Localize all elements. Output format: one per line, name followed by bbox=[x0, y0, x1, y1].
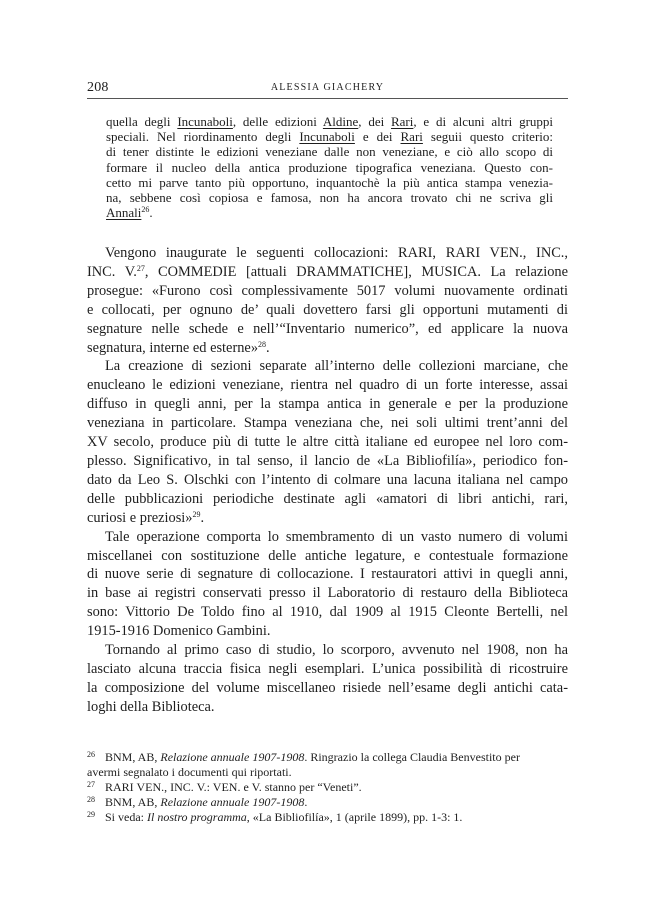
paragraph: Tornando al primo caso di studio, lo scorporo, avvenuto nel 1908, non ha lasciato alcuna traccia fisica negli esemplari. L’unica possibilità di ricostruire la composizione del volume miscellaneo risiede nell’esame degli antichi cata- loghi della Biblioteca. bbox=[87, 642, 568, 715]
underlined-term: Rari bbox=[390, 114, 414, 129]
quote-line: formare il nucleo della antica produzione tipografica veneziana. Questo con- bbox=[106, 159, 553, 175]
footnote: 26 BNM, AB, Relazione annuale 1907-1908. Ringrazio la collega Claudia Benvestito per bbox=[87, 750, 520, 764]
underlined-term: Incunaboli bbox=[177, 114, 233, 129]
quote-line: quella degli Incunaboli, delle edizioni Aldine, dei Rari, e di alcuni altri gruppi bbox=[106, 114, 554, 129]
quote-line: di tener distinte le edizioni veneziane dalle non veneziane, e ciò allo scopo di bbox=[106, 144, 553, 160]
footnote-ref[interactable]: 29 bbox=[192, 509, 201, 519]
body-text bbox=[87, 244, 568, 717]
quote-line: cetto mi parve tanto più opportuno, inquantochè la più antica stampa venezia- bbox=[106, 174, 553, 190]
page-number: 208 bbox=[87, 80, 109, 95]
footnote: 28 BNM, AB, Relazione annuale 1907-1908. bbox=[87, 795, 308, 809]
footnote-ref[interactable]: 27 bbox=[136, 263, 145, 273]
footnotes bbox=[87, 750, 568, 825]
underlined-term: Aldine bbox=[322, 114, 359, 129]
quote-line: speciali. Nel riordinamento degli Incunaboli e dei Rari seguii questo criterio: bbox=[106, 129, 553, 145]
paragraph: Tale operazione comporta lo smembramento di un vasto numero di volumi miscellanei con sostituzione delle antiche legature, e contestuale formazione di nuove serie di segnature di collocazione. I restauratori attivi in quegli anni, in base ai registri conservati presso il Laboratorio di restauro della Biblioteca sono: Vittorio De Toldo fino al 1910, dal 1909 al 1915 Cleonte Bertelli, nel 1915-1916 Domenico Gambini. bbox=[87, 528, 568, 640]
footnote-ref[interactable]: 28 bbox=[258, 339, 267, 349]
footnote: 29 Si veda: Il nostro programma, «La Bibliofilía», 1 (aprile 1899), pp. 1-3: 1. bbox=[87, 810, 463, 824]
footnote: 27 RARI VEN., INC. V.: VEN. e V. stanno per “Veneti”. bbox=[87, 780, 362, 794]
paragraph: La creazione di sezioni separate all’interno delle collezioni marciane, che enucleano le edizioni veneziane, rientra nel quadro di un forte interesse, assai diffuso in quegli anni, per la stampa antica in generale e per la produzione veneziana in particolare. Stampa veneziana che, nei soli ultimi trent’anni del XV secolo, produce più di tutte le altre città italiane ed europee nel loro com- plesso. Significativo, in tal senso, il lancio de «La Bibliofilía», periodico fon- dato da Leo S. Olschki con l’intento di colmare una lacuna italiana nel campo delle pubblicazioni periodiche destinate agli «amatori di libri antichi, rari, curiosi e preziosi»$^{29}$. bbox=[87, 358, 568, 526]
quote-line: na, sebbene così copiosa e famosa, non ha ancora trovato chi ne scriva gli bbox=[106, 190, 553, 206]
underlined-term: Annali bbox=[106, 205, 142, 221]
footnote-ref[interactable]: 26 bbox=[141, 205, 150, 215]
underlined-term: Rari bbox=[400, 129, 423, 145]
footnote-continuation: avermi segnalato i documenti qui riportati. bbox=[87, 765, 292, 779]
underlined-term: Incunaboli bbox=[299, 129, 355, 145]
quote-line: Annali$^{26}$. bbox=[106, 205, 153, 221]
running-header bbox=[87, 78, 568, 99]
paragraph: Vengono inaugurate le seguenti collocazioni: RARI, RARI VEN., INC., INC. V.$^{27}$, COMMEDIE [attuali DRAMMATICHE], MUSICA. La relazione prosegue: «Furono così complessivamente 5017 volumi nuovamente ordinati e collocati, per ognuno de’ quali dovettero farsi gli opportuni mutamenti di segnature nelle schede e nell’“Inventario numerico”, ed applicare la nuova segnatura, interne ed esterne»$^{28}$. bbox=[87, 245, 568, 356]
running-head-author: ALESSIA GIACHERY bbox=[270, 82, 385, 93]
block-quote bbox=[106, 114, 553, 220]
